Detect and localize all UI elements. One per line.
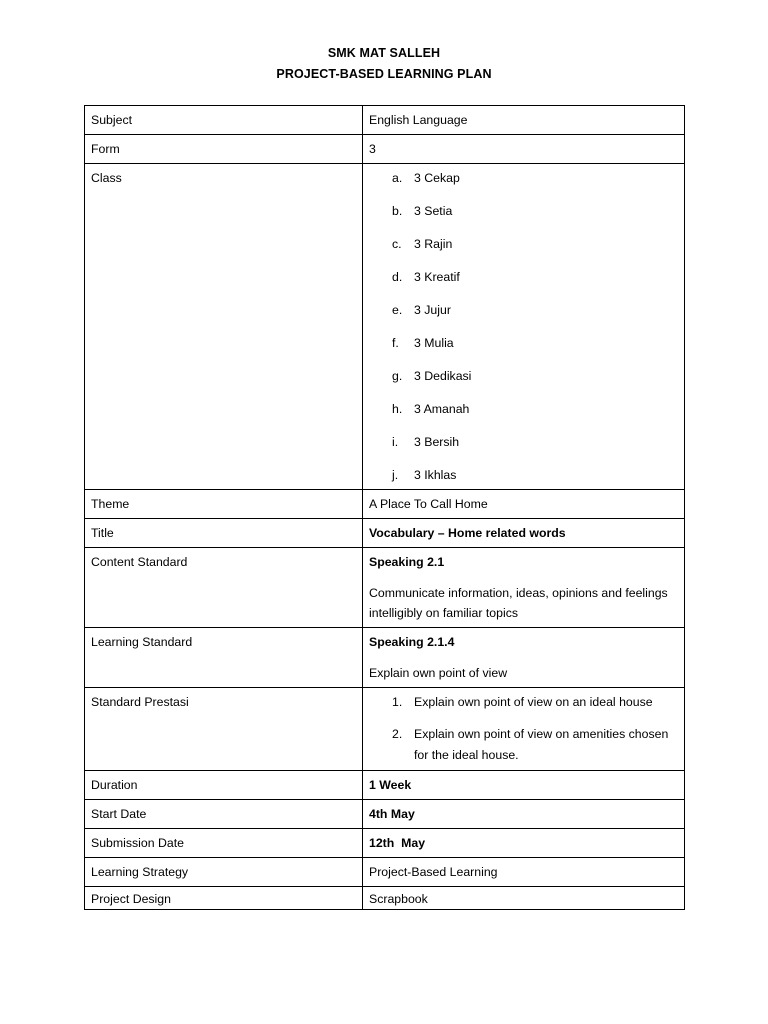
list-text: 3 Rajin — [414, 237, 453, 251]
list-item — [369, 234, 678, 267]
row-value: Project-Based Learning — [363, 858, 685, 887]
list-item — [369, 333, 678, 366]
table-row-start-date — [85, 800, 685, 829]
row-value: A Place To Call Home — [363, 490, 685, 519]
list-item — [369, 267, 678, 300]
list-marker: d. — [392, 270, 403, 284]
list-text: 3 Cekap — [414, 171, 460, 185]
row-value — [363, 164, 685, 490]
list-marker: b. — [392, 204, 403, 218]
table-row-learning-strategy — [85, 858, 685, 887]
row-value: 1 Week — [363, 771, 685, 800]
list-item — [369, 300, 678, 333]
list-item — [369, 692, 678, 713]
row-label: Theme — [85, 490, 363, 519]
list-text: 3 Jujur — [414, 303, 451, 317]
table-row-project-design — [85, 887, 685, 910]
row-value — [363, 548, 685, 628]
list-item — [369, 168, 678, 201]
table-row-class — [85, 164, 685, 490]
class-list — [369, 168, 678, 485]
table-row-content-standard — [85, 548, 685, 628]
list-marker: i. — [392, 435, 399, 449]
row-label: Content Standard — [85, 548, 363, 628]
row-label: Submission Date — [85, 829, 363, 858]
list-text: 3 Mulia — [414, 336, 454, 350]
list-text: 3 Kreatif — [414, 270, 460, 284]
standard-text: Explain own point of view — [369, 666, 508, 680]
list-marker: 2. — [392, 727, 403, 741]
document-title: PROJECT-BASED LEARNING PLAN — [276, 67, 492, 81]
table-row-submission-date — [85, 829, 685, 858]
standard-heading: Speaking 2.1 — [369, 555, 445, 569]
list-item — [369, 432, 678, 465]
list-marker: g. — [392, 369, 403, 383]
row-label: Subject — [85, 106, 363, 135]
school-name: SMK MAT SALLEH — [327, 46, 441, 60]
list-marker: j. — [392, 468, 399, 482]
row-value: Vocabulary – Home related words — [363, 519, 685, 548]
list-text: 3 Setia — [414, 204, 453, 218]
list-item — [369, 366, 678, 399]
list-text: 3 Amanah — [414, 402, 470, 416]
table-row-form — [85, 135, 685, 164]
row-value: 3 — [363, 135, 685, 164]
table-row-standard-prestasi — [85, 688, 685, 771]
list-item — [369, 724, 678, 766]
list-text: 3 Dedikasi — [414, 369, 472, 383]
plan-table — [84, 105, 685, 910]
row-label: Form — [85, 135, 363, 164]
row-value: Scrapbook — [363, 887, 685, 910]
list-marker: a. — [392, 171, 403, 185]
row-value: 12th May — [363, 829, 685, 858]
list-item — [369, 201, 678, 234]
row-label: Class — [85, 164, 363, 490]
list-marker: e. — [392, 303, 403, 317]
row-label: Duration — [85, 771, 363, 800]
list-marker: f. — [392, 336, 399, 350]
list-item — [369, 465, 678, 485]
list-text: 3 Ikhlas — [414, 468, 457, 482]
list-text: Explain own point of view on amenities chosen for the ideal house. — [414, 727, 669, 762]
table-row-learning-standard — [85, 628, 685, 688]
standard-text: Communicate information, ideas, opinions and feelings intelligibly on familiar topics — [369, 586, 668, 620]
table-row-theme — [85, 490, 685, 519]
row-label: Title — [85, 519, 363, 548]
list-item — [369, 399, 678, 432]
table-row-title — [85, 519, 685, 548]
list-marker: c. — [392, 237, 402, 251]
list-marker: h. — [392, 402, 403, 416]
list-marker: 1. — [392, 695, 403, 709]
prestasi-list — [369, 692, 678, 766]
list-text: Explain own point of view on an ideal house — [414, 695, 653, 709]
row-label: Start Date — [85, 800, 363, 829]
row-label: Learning Strategy — [85, 858, 363, 887]
row-label: Learning Standard — [85, 628, 363, 688]
standard-heading: Speaking 2.1.4 — [369, 635, 455, 649]
row-value: 4th May — [363, 800, 685, 829]
row-value — [363, 688, 685, 771]
list-text: 3 Bersih — [414, 435, 460, 449]
row-value: English Language — [363, 106, 685, 135]
row-value — [363, 628, 685, 688]
row-label: Standard Prestasi — [85, 688, 363, 771]
table-row-duration — [85, 771, 685, 800]
row-label: Project Design — [85, 887, 363, 910]
table-row-subject — [85, 106, 685, 135]
